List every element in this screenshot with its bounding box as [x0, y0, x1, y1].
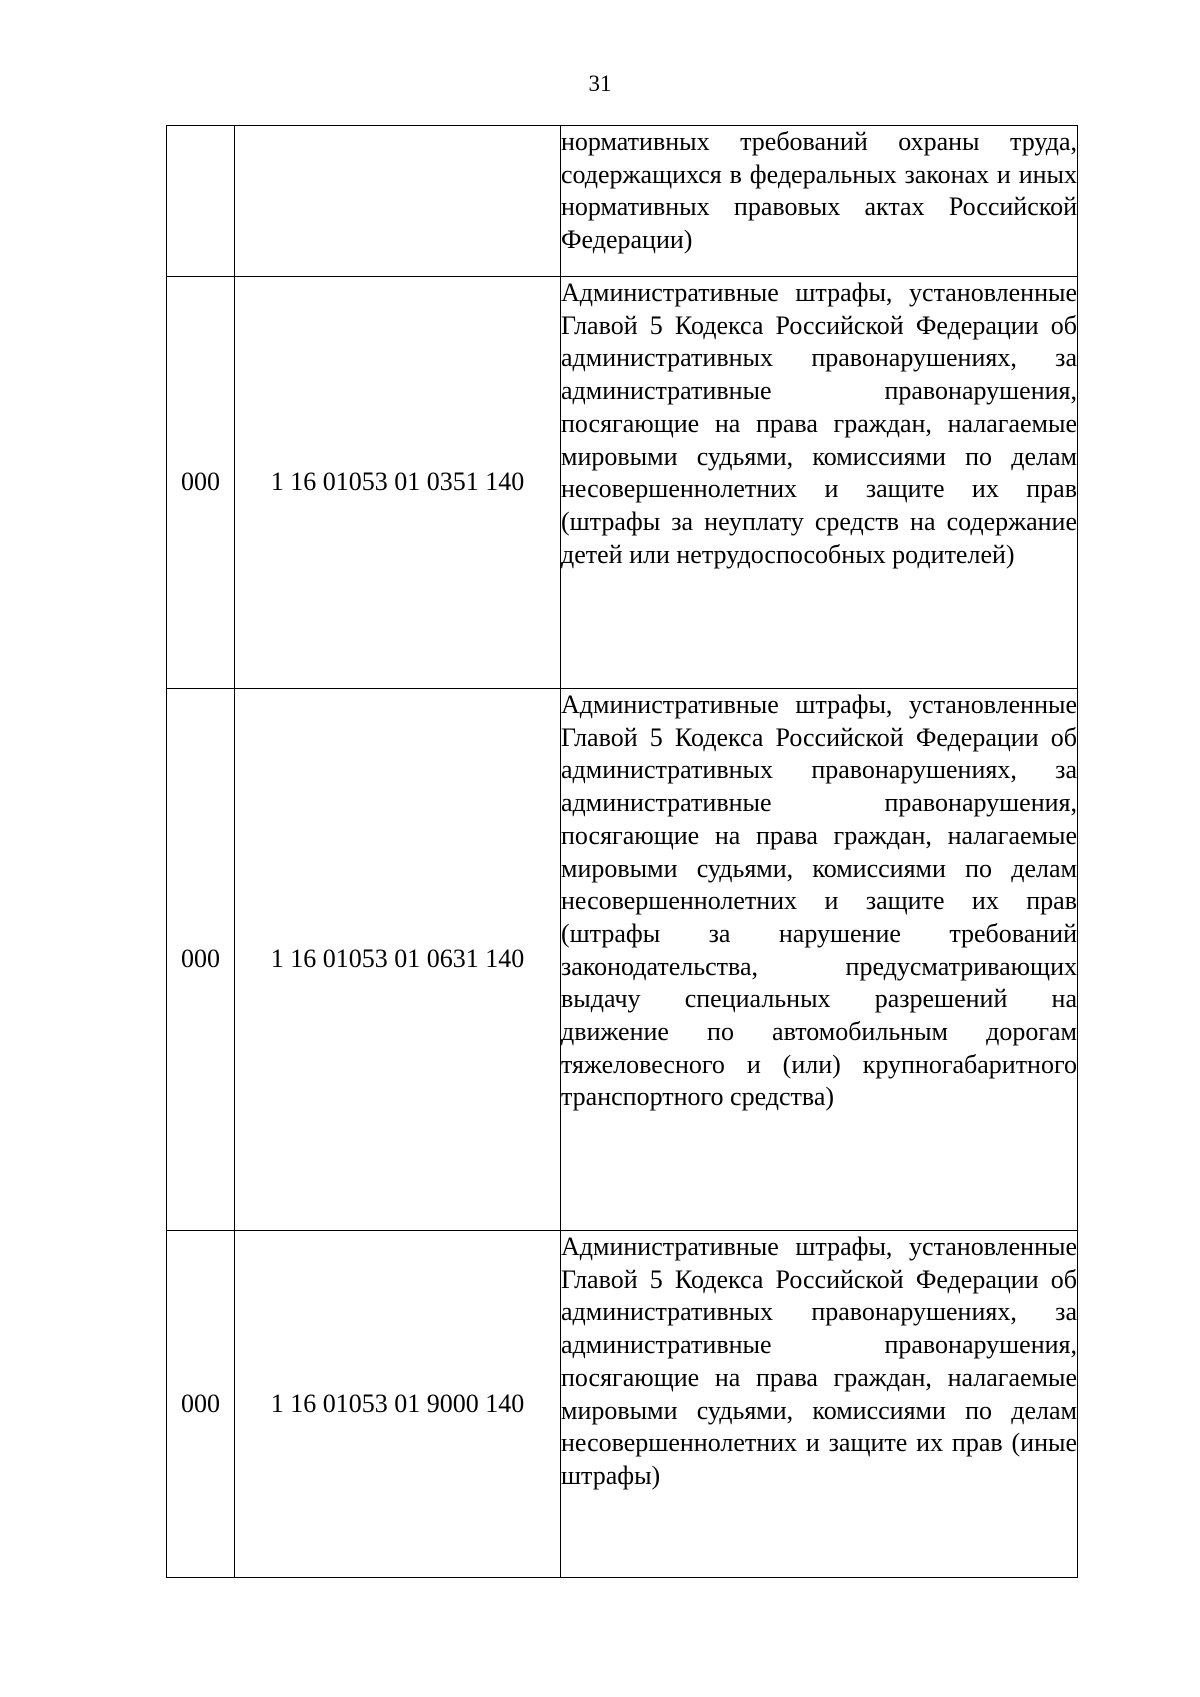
table-row: [167, 277, 1078, 689]
admin-code-cell: 000: [167, 277, 235, 689]
table-row: [167, 1231, 1078, 1578]
description-cell: Административные штрафы, установленные Главой 5 Кодекса Российской Федерации об административных правонарушениях, за административные правонарушения, посягающие на права граждан, налагаемые мировыми судьями, комиссиями по делам несовершеннолетних и защите их прав (штрафы за неуплату средств на содержание детей или нетрудоспособных родителей): [561, 277, 1078, 689]
table-row: [167, 126, 1078, 277]
page-number: 31: [588, 71, 612, 96]
description-cell: Административные штрафы, установленные Главой 5 Кодекса Российской Федерации об административных правонарушениях, за административные правонарушения, посягающие на права граждан, налагаемые мировыми судьями, комиссиями по делам несовершеннолетних и защите их прав (штрафы за нарушение требований законодательства, предусматривающих выдачу специальных разрешений на движение по автомобильным дорогам тяжеловесного и (или) крупногабаритного транспортного средства): [561, 689, 1078, 1231]
description-cell: нормативных требований охраны труда, содержащихся в федеральных законах и иных нормативных правовых актах Российской Федерации): [561, 126, 1078, 277]
kbk-code-cell: 1 16 01053 01 0631 140: [235, 689, 561, 1231]
admin-code-cell: [167, 126, 235, 277]
revenue-codes-table: [166, 125, 1078, 1578]
table-row: [167, 689, 1078, 1231]
kbk-code-cell: 1 16 01053 01 9000 140: [235, 1231, 561, 1578]
admin-code-cell: 000: [167, 689, 235, 1231]
admin-code-cell: 000: [167, 1231, 235, 1578]
kbk-code-cell: [235, 126, 561, 277]
kbk-code-cell: 1 16 01053 01 0351 140: [235, 277, 561, 689]
description-cell: Административные штрафы, установленные Главой 5 Кодекса Российской Федерации об административных правонарушениях, за административные правонарушения, посягающие на права граждан, налагаемые мировыми судьями, комиссиями по делам несовершеннолетних и защите их прав (иные штрафы): [561, 1231, 1078, 1578]
